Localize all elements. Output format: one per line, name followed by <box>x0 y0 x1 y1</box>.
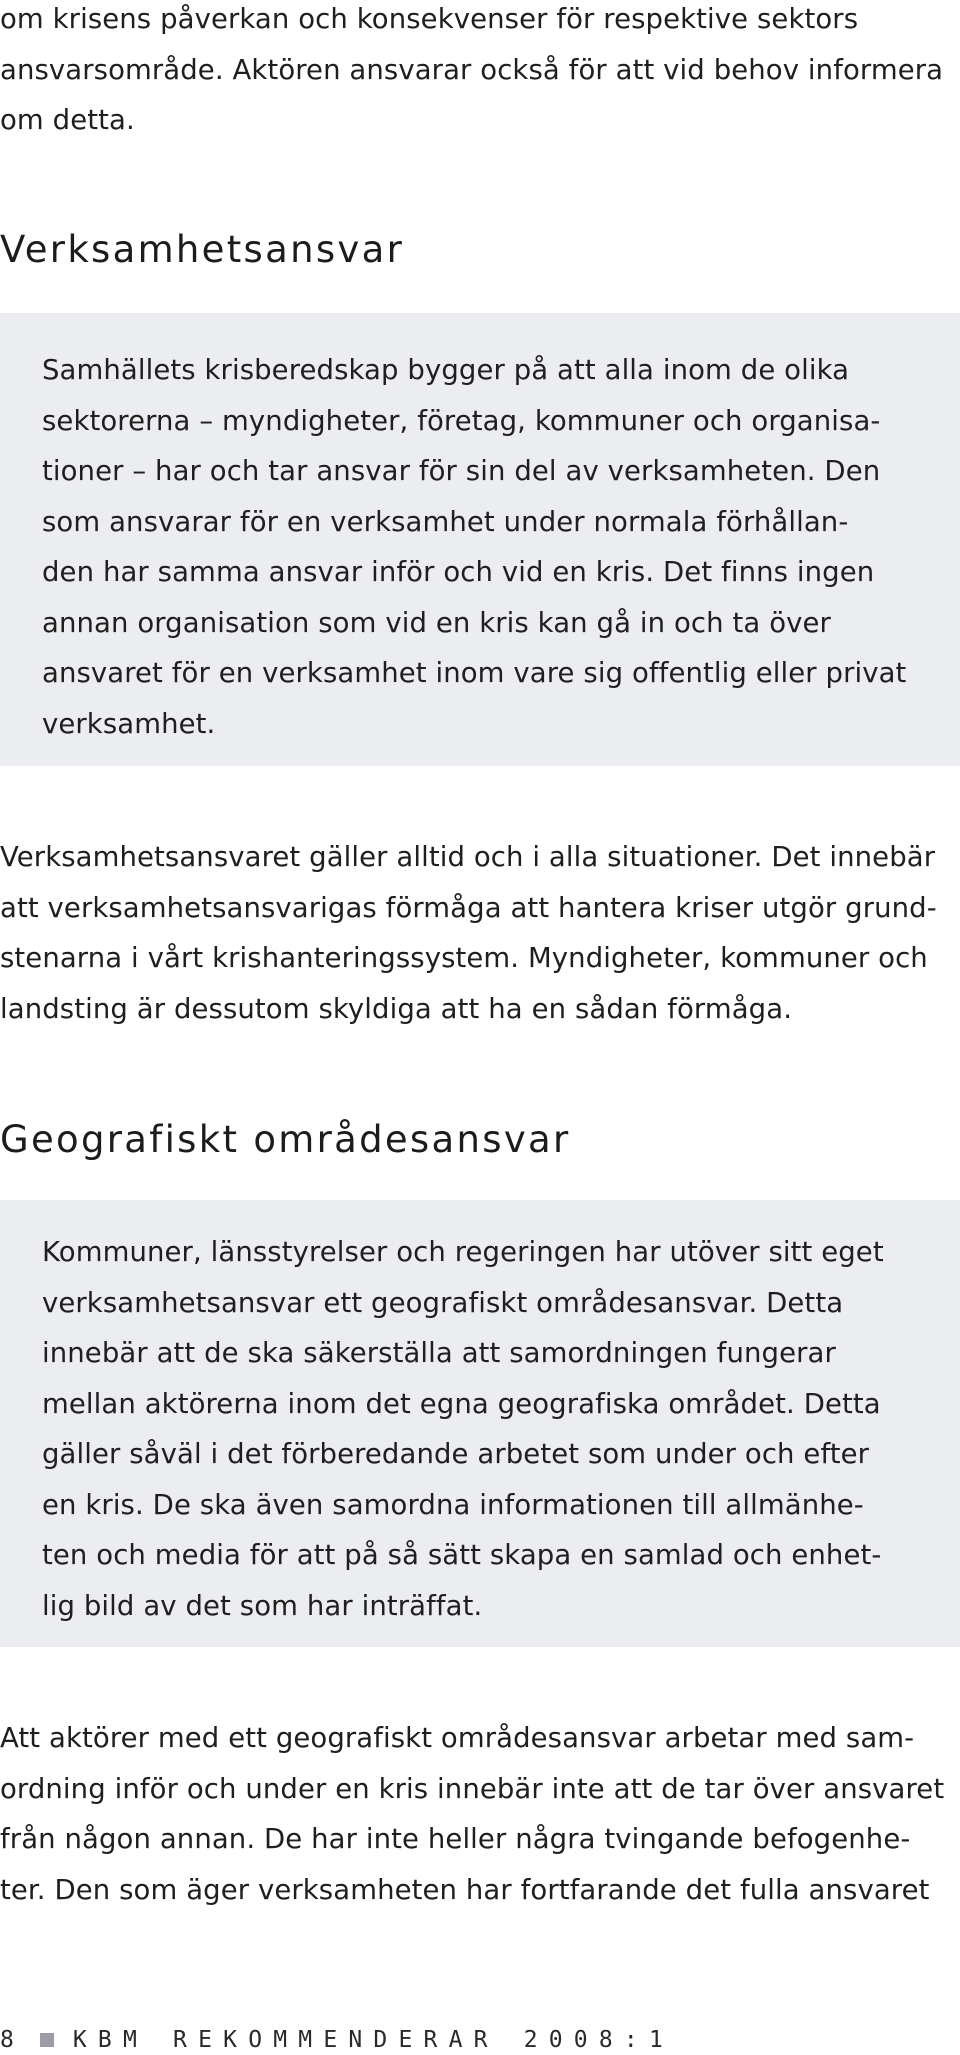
square-icon <box>40 2033 54 2047</box>
body-paragraph-verksamhetsansvar: Verksamhetsansvaret gäller alltid och i alla situationer. Det innebär att verksamhetsansvarigas förmåga att hantera kriser utgör grund- stenarna i vårt krishanteringssystem. Myndigheter, kommuner och landsting är dessutom skyldiga att ha en sådan förmåga. <box>0 841 937 1025</box>
highlight-box-text: Kommuner, länsstyrelser och regeringen har utöver sitt eget verksamhetsansvar ett geografiskt områdesansvar. Detta innebär att de ska säkerställa att samordningen fungerar mellan aktörerna inom det egna geografiska området. Detta gäller såväl i det förberedande arbetet som under och efter en kris. De ska även samordna informationen till allmänhe- ten och media för att på så sätt skapa en samlad och enhet- lig bild av det som har inträffat. <box>42 1236 884 1622</box>
highlight-box-verksamhetsansvar <box>0 313 960 766</box>
section-heading-geografiskt-omradesansvar: Geografiskt områdesansvar <box>0 1118 571 1161</box>
page-number: 8 <box>0 2027 14 2053</box>
section-heading-verksamhetsansvar: Verksamhetsansvar <box>0 228 405 271</box>
publication-title: KBM REKOMMENDERAR 2008:1 <box>72 2027 674 2053</box>
page-footer <box>0 2025 674 2055</box>
body-paragraph-geografiskt-omradesansvar: Att aktörer med ett geografiskt områdesansvar arbetar med sam- ordning inför och under en kris innebär inte att de tar över ansvaret från någon annan. De har inte heller några tvingande befogenhe- ter. Den som äger verksamheten har fortfarande det fulla ansvaret <box>0 1722 945 1906</box>
intro-paragraph: om krisens påverkan och konsekvenser för respektive sektors ansvarsområde. Aktören ansvarar också för att vid behov informera om detta. <box>0 3 944 136</box>
highlight-box-text: Samhällets krisberedskap bygger på att alla inom de olika sektorerna – myndigheter, företag, kommuner och organisa- tioner – har och tar ansvar för sin del av verksamheten. Den som ansvarar för en verksamhet under normala förhållan- den har samma ansvar inför och vid en kris. Det finns ingen annan organisation som vid en kris kan gå in och ta över ansvaret för en verksamhet inom vare sig offentlig eller privat verksamhet. <box>42 354 907 740</box>
highlight-box-geografiskt-omradesansvar <box>0 1200 960 1647</box>
